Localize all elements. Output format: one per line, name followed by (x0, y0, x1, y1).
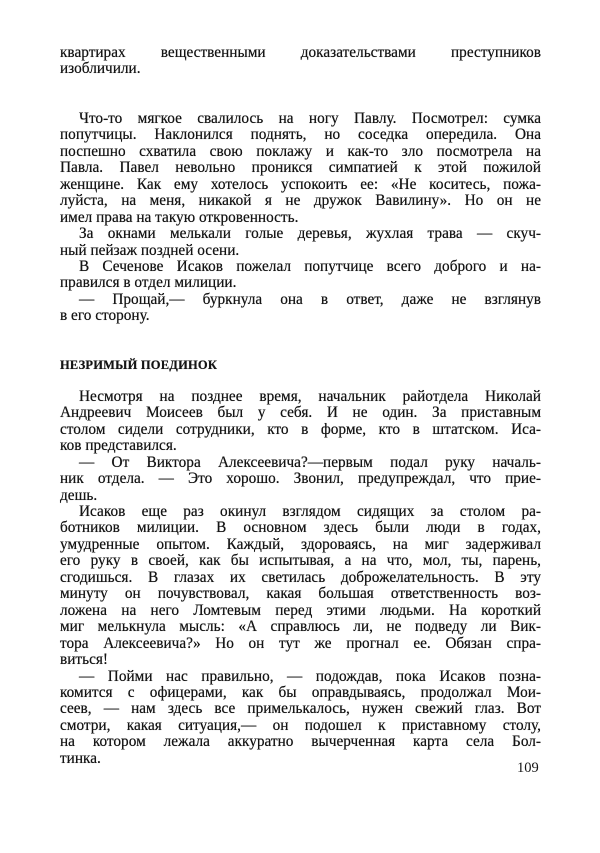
text-line: имел права на такую откровенность. (60, 208, 299, 226)
paragraph (60, 504, 541, 669)
text-line: столом сидели сотрудники, кто в форме, кто в штатском. Иса- (60, 420, 541, 438)
paragraph (60, 111, 541, 226)
text-line: ник отдела. — Это хорошо. Звонил, предупреждал, что прие- (60, 470, 541, 488)
text-line: дешь. (60, 486, 98, 504)
text-line: ный пейзаж поздней осени. (60, 241, 240, 259)
text-line: минуту он почувствовал, какая большая ответственность воз- (60, 585, 541, 603)
paragraph (60, 226, 541, 259)
paragraph (60, 669, 541, 768)
text-line: смотри, какая ситуация,— он подошел к приставному столу, (60, 716, 541, 734)
paragraph (60, 259, 541, 292)
text-line: попутчицы. Наклонился поднять, но соседка опередила. Она (60, 126, 541, 144)
text-line: изобличили. (60, 60, 141, 78)
page-number: 109 (517, 760, 539, 776)
text-line: комится с офицерами, как бы оправдываясь, продолжал Мои- (60, 683, 541, 701)
chapter-heading: НЕЗРИМЫЙ ПОЕДИНОК (60, 357, 218, 372)
text-line: Исаков еще раз окинул взглядом сидящих за столом ра- (79, 502, 541, 520)
text-line: Несмотря на позднее время, начальник райотдела Николай (79, 387, 541, 405)
text-line: Павла. Павел невольно проникся симпатией к этой пожилой (60, 159, 541, 177)
text-line: тора Алексеевича?» Но он тут же прогнал ее. Обязан спра- (60, 634, 541, 652)
paragraph (60, 292, 541, 325)
text-line: виться! (60, 651, 108, 669)
text-line: сеев, — нам здесь все примелькалось, нужен свежий глаз. Вот (60, 700, 541, 718)
text-line: ков представился. (60, 437, 177, 455)
text-line: на котором лежала аккуратно вычерченная карта села Бол- (60, 733, 541, 751)
paragraph (60, 389, 541, 455)
text-line: — От Виктора Алексеевича?—первым подал руку началь- (79, 453, 541, 471)
text-line: луйста, на меня, никакой я не дружок Вавилину». Но он не (60, 192, 541, 210)
text-line: сгодишься. В глазах их светилась доброжелательность. В эту (60, 568, 541, 586)
text-line: Что-то мягкое свалилось на ногу Павлу. Посмотрел: сумка (79, 109, 541, 127)
text-line: — Пойми нас правильно, — подождав, пока Исаков позна- (79, 667, 541, 685)
book-page-text (60, 45, 541, 767)
text-line: ботников милиции. В основном здесь были люди в годах, (60, 519, 541, 537)
text-line: квартирах вещественными доказательствами преступников (60, 44, 541, 61)
text-line: миг мелькнула мысль: «А справлюсь ли, не подведу ли Вик- (60, 618, 541, 636)
section-one (60, 111, 541, 325)
text-line: тинка. (60, 749, 101, 767)
text-line: его руку в своей, как бы испытывая, а на что, мол, ты, парень, (60, 552, 541, 570)
text-line: в его сторону. (60, 307, 150, 325)
text-line: умудренные опытом. Каждый, здороваясь, на миг задерживал (60, 535, 541, 553)
paragraph (60, 455, 541, 504)
text-line: правился в отдел милиции. (60, 274, 237, 292)
text-line: ложена на него Ломтевым перед этими людьми. На короткий (60, 601, 541, 619)
text-line: За окнами мелькали голые деревья, жухлая трава — скуч- (79, 225, 541, 243)
text-line: — Прощай,— буркнула она в ответ, даже не взглянув (79, 290, 541, 308)
text-line: поспешно схватила свою поклажу и как-то зло посмотрела на (60, 142, 541, 160)
text-line: В Сеченове Исаков пожелал попутчице всего доброго и на- (79, 257, 541, 275)
text-line: Андреевич Моисеев был у себя. И не один. За приставным (60, 404, 541, 422)
continued-paragraph (60, 45, 541, 78)
text-line: женщине. Как ему хотелось успокоить ее: «Не коситесь, пожа- (60, 175, 541, 193)
section-two (60, 389, 541, 767)
